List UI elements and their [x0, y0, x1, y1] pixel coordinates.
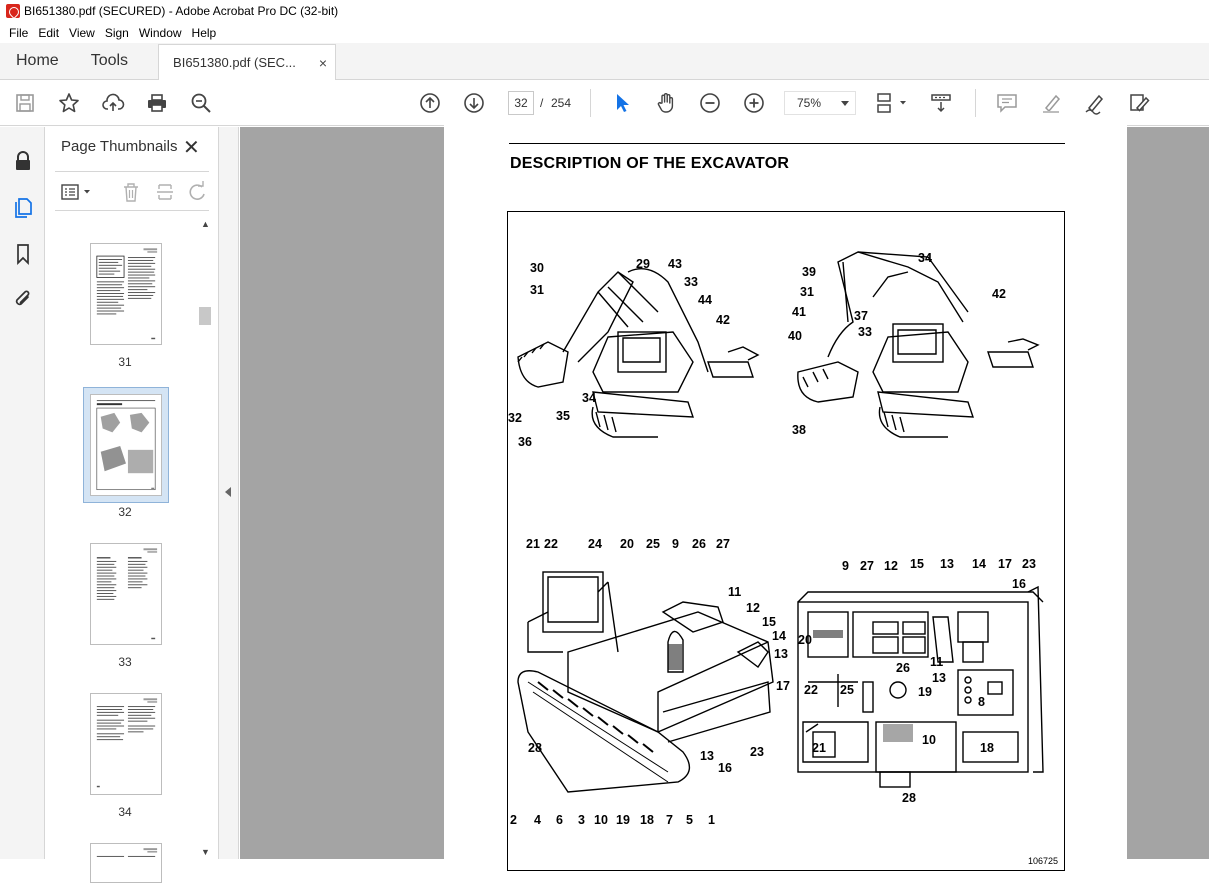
callout: 39	[802, 265, 816, 279]
print-icon[interactable]	[145, 91, 169, 115]
callout: 9	[672, 537, 679, 551]
extract-page-icon[interactable]	[155, 182, 175, 202]
callout: 31	[800, 285, 814, 299]
callout: 16	[1012, 577, 1026, 591]
callout: 40	[788, 329, 802, 343]
figure-reference: 106725	[1027, 856, 1058, 866]
thumbnail-label: 34	[118, 805, 132, 819]
title-bar	[0, 0, 1209, 22]
callout: 10	[922, 733, 936, 747]
thumbnail-page[interactable]	[90, 693, 162, 795]
page-thumbnails-panel	[45, 127, 219, 859]
menu-view[interactable]: View	[69, 25, 95, 40]
bookmarks-icon[interactable]	[11, 242, 35, 266]
thumbnail-label: 31	[118, 355, 132, 369]
thumbnail-label: 33	[118, 655, 132, 669]
callout: 24	[588, 537, 602, 551]
callout: 23	[750, 745, 764, 759]
callout: 5	[686, 813, 693, 827]
excavator-illustration	[508, 212, 1066, 872]
callout: 29	[636, 257, 650, 271]
callout: 12	[884, 559, 898, 573]
menu-sign[interactable]: Sign	[104, 25, 129, 40]
callout: 11	[930, 655, 944, 669]
thumbnail-list	[45, 213, 205, 859]
callout: 26	[896, 661, 910, 675]
callout: 33	[684, 275, 698, 289]
callout: 31	[530, 283, 544, 297]
thumbnail-page[interactable]	[90, 543, 162, 645]
attachments-icon[interactable]	[11, 287, 35, 311]
callout: 13	[940, 557, 954, 571]
callout: 21	[812, 741, 826, 755]
current-page-input[interactable]: 32	[508, 91, 534, 115]
excavator-figure	[507, 211, 1065, 871]
callout: 30	[530, 261, 544, 275]
callout: 26	[692, 537, 706, 551]
zoom-in-icon[interactable]	[742, 91, 766, 115]
callout: 41	[792, 305, 806, 319]
lock-icon[interactable]	[11, 149, 35, 173]
callout: 17	[998, 557, 1012, 571]
options-menu-icon[interactable]	[61, 182, 93, 202]
callout: 11	[728, 585, 742, 599]
callout: 9	[842, 559, 849, 573]
thumbnail-page[interactable]	[90, 843, 162, 883]
callout: 15	[910, 557, 924, 571]
scroll-up-icon[interactable]: ▲	[201, 219, 210, 229]
callout: 32	[508, 411, 522, 425]
fill-sign-icon[interactable]	[1127, 91, 1151, 115]
scroll-down-icon[interactable]: ▼	[201, 847, 210, 857]
tab-document[interactable]	[158, 44, 336, 80]
callout: 43	[668, 257, 682, 271]
callout: 25	[840, 683, 854, 697]
left-tool-rail	[0, 127, 45, 859]
window-title: BI651380.pdf (SECURED) - Adobe Acrobat Pro DC (32-bit)	[24, 4, 339, 18]
callout: 14	[972, 557, 986, 571]
callout: 34	[918, 251, 932, 265]
callout: 10	[594, 813, 608, 827]
callout: 19	[616, 813, 630, 827]
menu-window[interactable]: Window	[138, 25, 182, 40]
callout: 13	[774, 647, 788, 661]
page-display-icon[interactable]	[874, 91, 910, 115]
callout: 4	[534, 813, 541, 827]
callout: 23	[1022, 557, 1036, 571]
callout-labels	[508, 251, 1036, 827]
toolbar-divider	[975, 89, 976, 117]
callout: 28	[902, 791, 916, 805]
callout: 19	[918, 685, 932, 699]
header-rule	[509, 143, 1065, 144]
callout: 18	[640, 813, 654, 827]
page-down-icon[interactable]	[462, 91, 486, 115]
callout: 33	[858, 325, 872, 339]
callout: 27	[716, 537, 730, 551]
callout: 17	[776, 679, 790, 693]
rotate-page-icon[interactable]	[187, 182, 207, 202]
callout: 12	[746, 601, 760, 615]
thumbnail-scrollbar[interactable]	[197, 219, 213, 857]
acrobat-app-icon	[6, 4, 20, 18]
callout: 14	[772, 629, 786, 643]
callout: 20	[620, 537, 634, 551]
callout: 18	[980, 741, 994, 755]
page-up-icon[interactable]	[418, 91, 442, 115]
page-thumbnails-icon[interactable]	[11, 195, 35, 219]
zoom-level-value: 75%	[797, 96, 822, 110]
panel-close-icon[interactable]: ✕	[183, 137, 200, 159]
callout: 6	[556, 813, 563, 827]
delete-page-icon[interactable]	[121, 182, 141, 202]
comment-icon[interactable]	[995, 91, 1019, 115]
callout: 42	[992, 287, 1006, 301]
callout: 22	[804, 683, 818, 697]
search-zoom-icon[interactable]	[189, 91, 213, 115]
callout: 42	[716, 313, 730, 327]
tab-document-label: BI651380.pdf (SEC...	[173, 55, 296, 70]
hand-tool-icon[interactable]	[654, 91, 678, 115]
callout: 13	[932, 671, 946, 685]
bookmark-star-icon[interactable]	[57, 91, 81, 115]
callout: 34	[582, 391, 596, 405]
zoom-level-select[interactable]	[784, 91, 856, 115]
total-pages: 254	[551, 96, 572, 110]
callout: 8	[978, 695, 985, 709]
callout: 15	[762, 615, 776, 629]
page-separator: /	[540, 96, 544, 110]
menu-edit[interactable]: Edit	[38, 25, 60, 40]
callout: 7	[666, 813, 673, 827]
panel-title: Page Thumbnails	[61, 138, 178, 155]
callout: 21	[526, 537, 540, 551]
tab-home[interactable]: Home	[16, 52, 59, 69]
callout: 16	[718, 761, 732, 775]
save-icon[interactable]	[13, 91, 37, 115]
tab-bar	[0, 43, 1209, 80]
panel-collapse-strip[interactable]	[219, 127, 239, 859]
callout: 22	[544, 537, 558, 551]
tab-close-icon[interactable]: ×	[318, 54, 328, 71]
callout: 13	[700, 749, 714, 763]
menu-bar	[0, 22, 1209, 43]
chevron-down-icon	[841, 101, 849, 106]
thumbnail-page[interactable]	[90, 243, 162, 345]
collapse-arrow-icon[interactable]	[225, 487, 231, 497]
callout: 44	[698, 293, 712, 307]
upload-icon[interactable]	[101, 91, 125, 115]
callout: 35	[556, 409, 570, 423]
callout: 37	[854, 309, 868, 323]
menu-help[interactable]: Help	[191, 25, 217, 40]
thumbnail-label: 32	[118, 505, 132, 519]
callout: 38	[792, 423, 806, 437]
thumbnail-page-selected[interactable]	[90, 394, 162, 496]
menu-file[interactable]: File	[9, 25, 29, 40]
pdf-page	[444, 119, 1127, 879]
highlight-icon[interactable]	[1039, 91, 1063, 115]
page-heading: DESCRIPTION OF THE EXCAVATOR	[510, 155, 790, 172]
sign-icon[interactable]	[1083, 91, 1107, 115]
callout: 1	[708, 813, 715, 827]
callout: 2	[510, 813, 517, 827]
callout: 20	[798, 633, 812, 647]
tab-tools[interactable]: Tools	[90, 52, 129, 69]
callout: 36	[518, 435, 532, 449]
callout: 25	[646, 537, 660, 551]
document-view	[240, 127, 1209, 866]
callout: 28	[528, 741, 542, 755]
zoom-out-icon[interactable]	[698, 91, 722, 115]
callout: 27	[860, 559, 874, 573]
scrollbar-thumb[interactable]	[199, 307, 211, 325]
select-cursor-icon[interactable]	[610, 91, 634, 115]
callout: 3	[578, 813, 585, 827]
scroll-mode-icon[interactable]	[929, 91, 953, 115]
toolbar-divider	[590, 89, 591, 117]
thumbnail-toolbar	[55, 171, 209, 211]
